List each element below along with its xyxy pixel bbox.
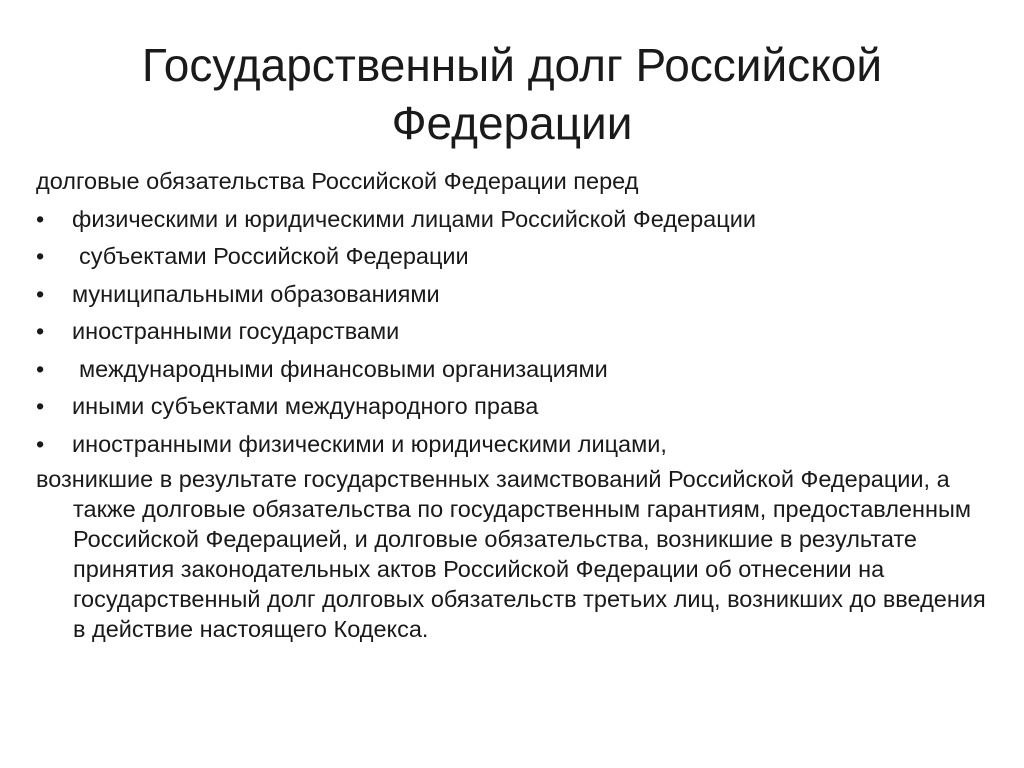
creditor-list <box>36 201 986 464</box>
slide-body <box>36 163 986 644</box>
list-item: • физическими и юридическими лицами Российской Федерации <box>36 201 986 239</box>
intro-text: долговые обязательства Российской Федерации перед <box>36 168 639 194</box>
list-item: • иными субъектами международного права <box>36 388 986 426</box>
list-item: • иностранными физическими и юридическими лицами, <box>36 426 986 464</box>
list-item: • иностранными государствами <box>36 313 986 351</box>
slide-title: Государственный долг Российской Федерации <box>141 39 883 149</box>
closing-paragraph: возникшие в результате государственных заимствований Российской Федерации, а также долговые обязательства по государственным гарантиям, предоставленным Российской Федерацией, и долговые обязательства, возникшие в результате принятия законодательных актов Российской Федерации об отнесении на государственный долг долговых обязательств третьих лиц, возникших до введения в действие настоящего Кодекса. <box>36 466 986 642</box>
list-item: • субъектами Российской Федерации <box>36 238 986 276</box>
list-item: • международными финансовыми организациями <box>36 351 986 389</box>
list-item: • муниципальными образованиями <box>36 276 986 314</box>
